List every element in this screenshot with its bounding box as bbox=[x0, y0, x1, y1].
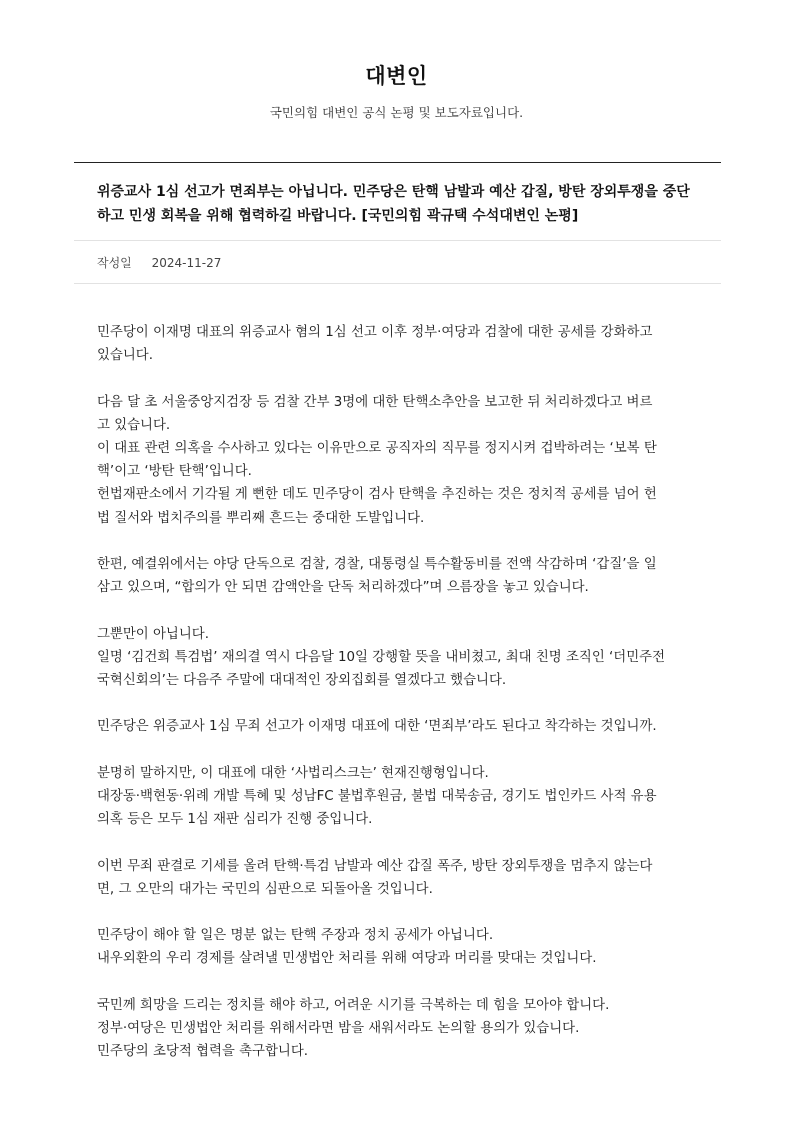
paragraph-gap bbox=[97, 739, 703, 762]
body-line: 일명 ‘김건희 특검법’ 재의결 역시 다음달 10일 강행할 뜻을 내비쳤고, 최대 친명 조직인 ‘더민주전 bbox=[97, 649, 666, 665]
body-line: 법 질서와 법치주의를 뿌리째 흔드는 중대한 도발입니다. bbox=[97, 510, 425, 526]
body-paragraph bbox=[97, 623, 703, 693]
body-line: 민주당이 이재명 대표의 위증교사 혐의 1심 선고 이후 정부·여당과 검찰에 대한 공세를 강화하고 bbox=[97, 325, 653, 340]
body-line: 국혁신회의’는 다음주 주말에 대대적인 장외집회를 열겠다고 했습니다. bbox=[97, 673, 507, 688]
paragraph-gap bbox=[97, 692, 703, 715]
body-paragraph bbox=[97, 321, 703, 367]
article-headline-line: 하고 민생 회복을 위해 협력하길 바랍니다. [국민의힘 곽규택 수석대변인 논평] bbox=[97, 208, 579, 224]
body-line: 그뿐만이 아닙니다. bbox=[97, 626, 209, 642]
date-label: 작성일 bbox=[97, 256, 132, 270]
paragraph-gap bbox=[97, 901, 703, 924]
body-line: 한편, 예결위에서는 야당 단독으로 검찰, 경찰, 대통령실 특수활동비를 전액 삭감하며 ‘갑질’을 일 bbox=[97, 557, 657, 572]
body-paragraph bbox=[97, 994, 703, 1064]
body-line: 분명히 말하지만, 이 대표에 대한 ‘사법리스크는’ 현재진행형입니다. bbox=[97, 765, 489, 781]
header-divider bbox=[74, 162, 721, 163]
body-line: 헌법재판소에서 기각될 게 뻔한 데도 민주당이 검사 탄핵을 추진하는 것은 정치적 공세를 넘어 헌 bbox=[97, 487, 657, 503]
paragraph-gap bbox=[97, 530, 703, 553]
body-paragraph bbox=[97, 762, 703, 832]
body-line: 민주당은 위증교사 1심 무죄 선고가 이재명 대표에 대한 ‘면죄부’라도 된다고 착각하는 것입니까. bbox=[97, 719, 657, 735]
paragraph-gap bbox=[97, 831, 703, 854]
body-line: 이번 무죄 판결로 기세를 올려 탄핵·특검 남발과 예산 갑질 폭주, 방탄 장외투쟁을 멈추지 않는다 bbox=[97, 858, 653, 874]
body-line: 있습니다. bbox=[97, 348, 153, 364]
body-line: 정부·여당은 민생법안 처리를 위해서라면 밤을 새워서라도 논의할 용의가 있습니다. bbox=[97, 1020, 580, 1036]
body-line: 내우외환의 우리 경제를 살려낼 민생법안 처리를 위해 여당과 머리를 맞대는 것입니다. bbox=[97, 951, 597, 967]
body-line: 삼고 있으며, “합의가 안 되면 감액안을 단독 처리하겠다”며 으름장을 놓고 있습니다. bbox=[97, 580, 589, 596]
body-paragraph bbox=[97, 715, 703, 738]
body-line: 민주당이 해야 할 일은 명분 없는 탄핵 주장과 정치 공세가 아닙니다. bbox=[97, 928, 494, 944]
body-line: 이 대표 관련 의혹을 수사하고 있다는 이유만으로 공직자의 직무를 정지시켜 겁박하려는 ‘보복 탄 bbox=[97, 441, 657, 456]
paragraph-gap bbox=[97, 367, 703, 390]
publish-date: 2024-11-27 bbox=[151, 256, 222, 270]
body-paragraph bbox=[97, 553, 703, 599]
article-headline bbox=[97, 180, 697, 228]
body-line: 다음 달 초 서울중앙지검장 등 검찰 간부 3명에 대한 탄핵소추안을 보고한 뒤 처리하겠다고 벼르 bbox=[97, 394, 653, 410]
article-headline-line: 위증교사 1심 선고가 면죄부는 아닙니다. 민주당은 탄핵 남발과 예산 갑질, 방탄 장외투쟁을 중단 bbox=[97, 184, 690, 200]
page-title: 대변인 bbox=[365, 64, 428, 88]
body-paragraph bbox=[97, 924, 703, 970]
body-line: 국민께 희망을 드리는 정치를 해야 하고, 어려운 시기를 극복하는 데 힘을 모아야 합니다. bbox=[97, 997, 610, 1013]
body-line: 고 있습니다. bbox=[97, 417, 171, 433]
body-paragraph bbox=[97, 391, 703, 530]
headline-divider bbox=[74, 240, 721, 241]
body-paragraph bbox=[97, 855, 703, 901]
body-line: 핵’이고 ‘방탄 탄핵’입니다. bbox=[97, 464, 252, 480]
body-line: 면, 그 오만의 대가는 국민의 심판으로 되돌아올 것입니다. bbox=[97, 881, 433, 897]
body-line: 의혹 등은 모두 1심 재판 심리가 진행 중입니다. bbox=[97, 812, 373, 828]
page-subtitle: 국민의힘 대변인 공식 논평 및 보도자료입니다. bbox=[269, 105, 524, 120]
paragraph-gap bbox=[97, 971, 703, 994]
article-meta bbox=[97, 254, 221, 271]
meta-divider bbox=[74, 283, 721, 284]
paragraph-gap bbox=[97, 599, 703, 622]
body-line: 대장동·백현동·위례 개발 특혜 및 성남FC 불법후원금, 불법 대북송금, 경기도 법인카드 사적 유용 bbox=[97, 788, 657, 804]
body-line: 민주당의 초당적 협력을 촉구합니다. bbox=[97, 1044, 309, 1060]
article-body bbox=[97, 321, 703, 1063]
